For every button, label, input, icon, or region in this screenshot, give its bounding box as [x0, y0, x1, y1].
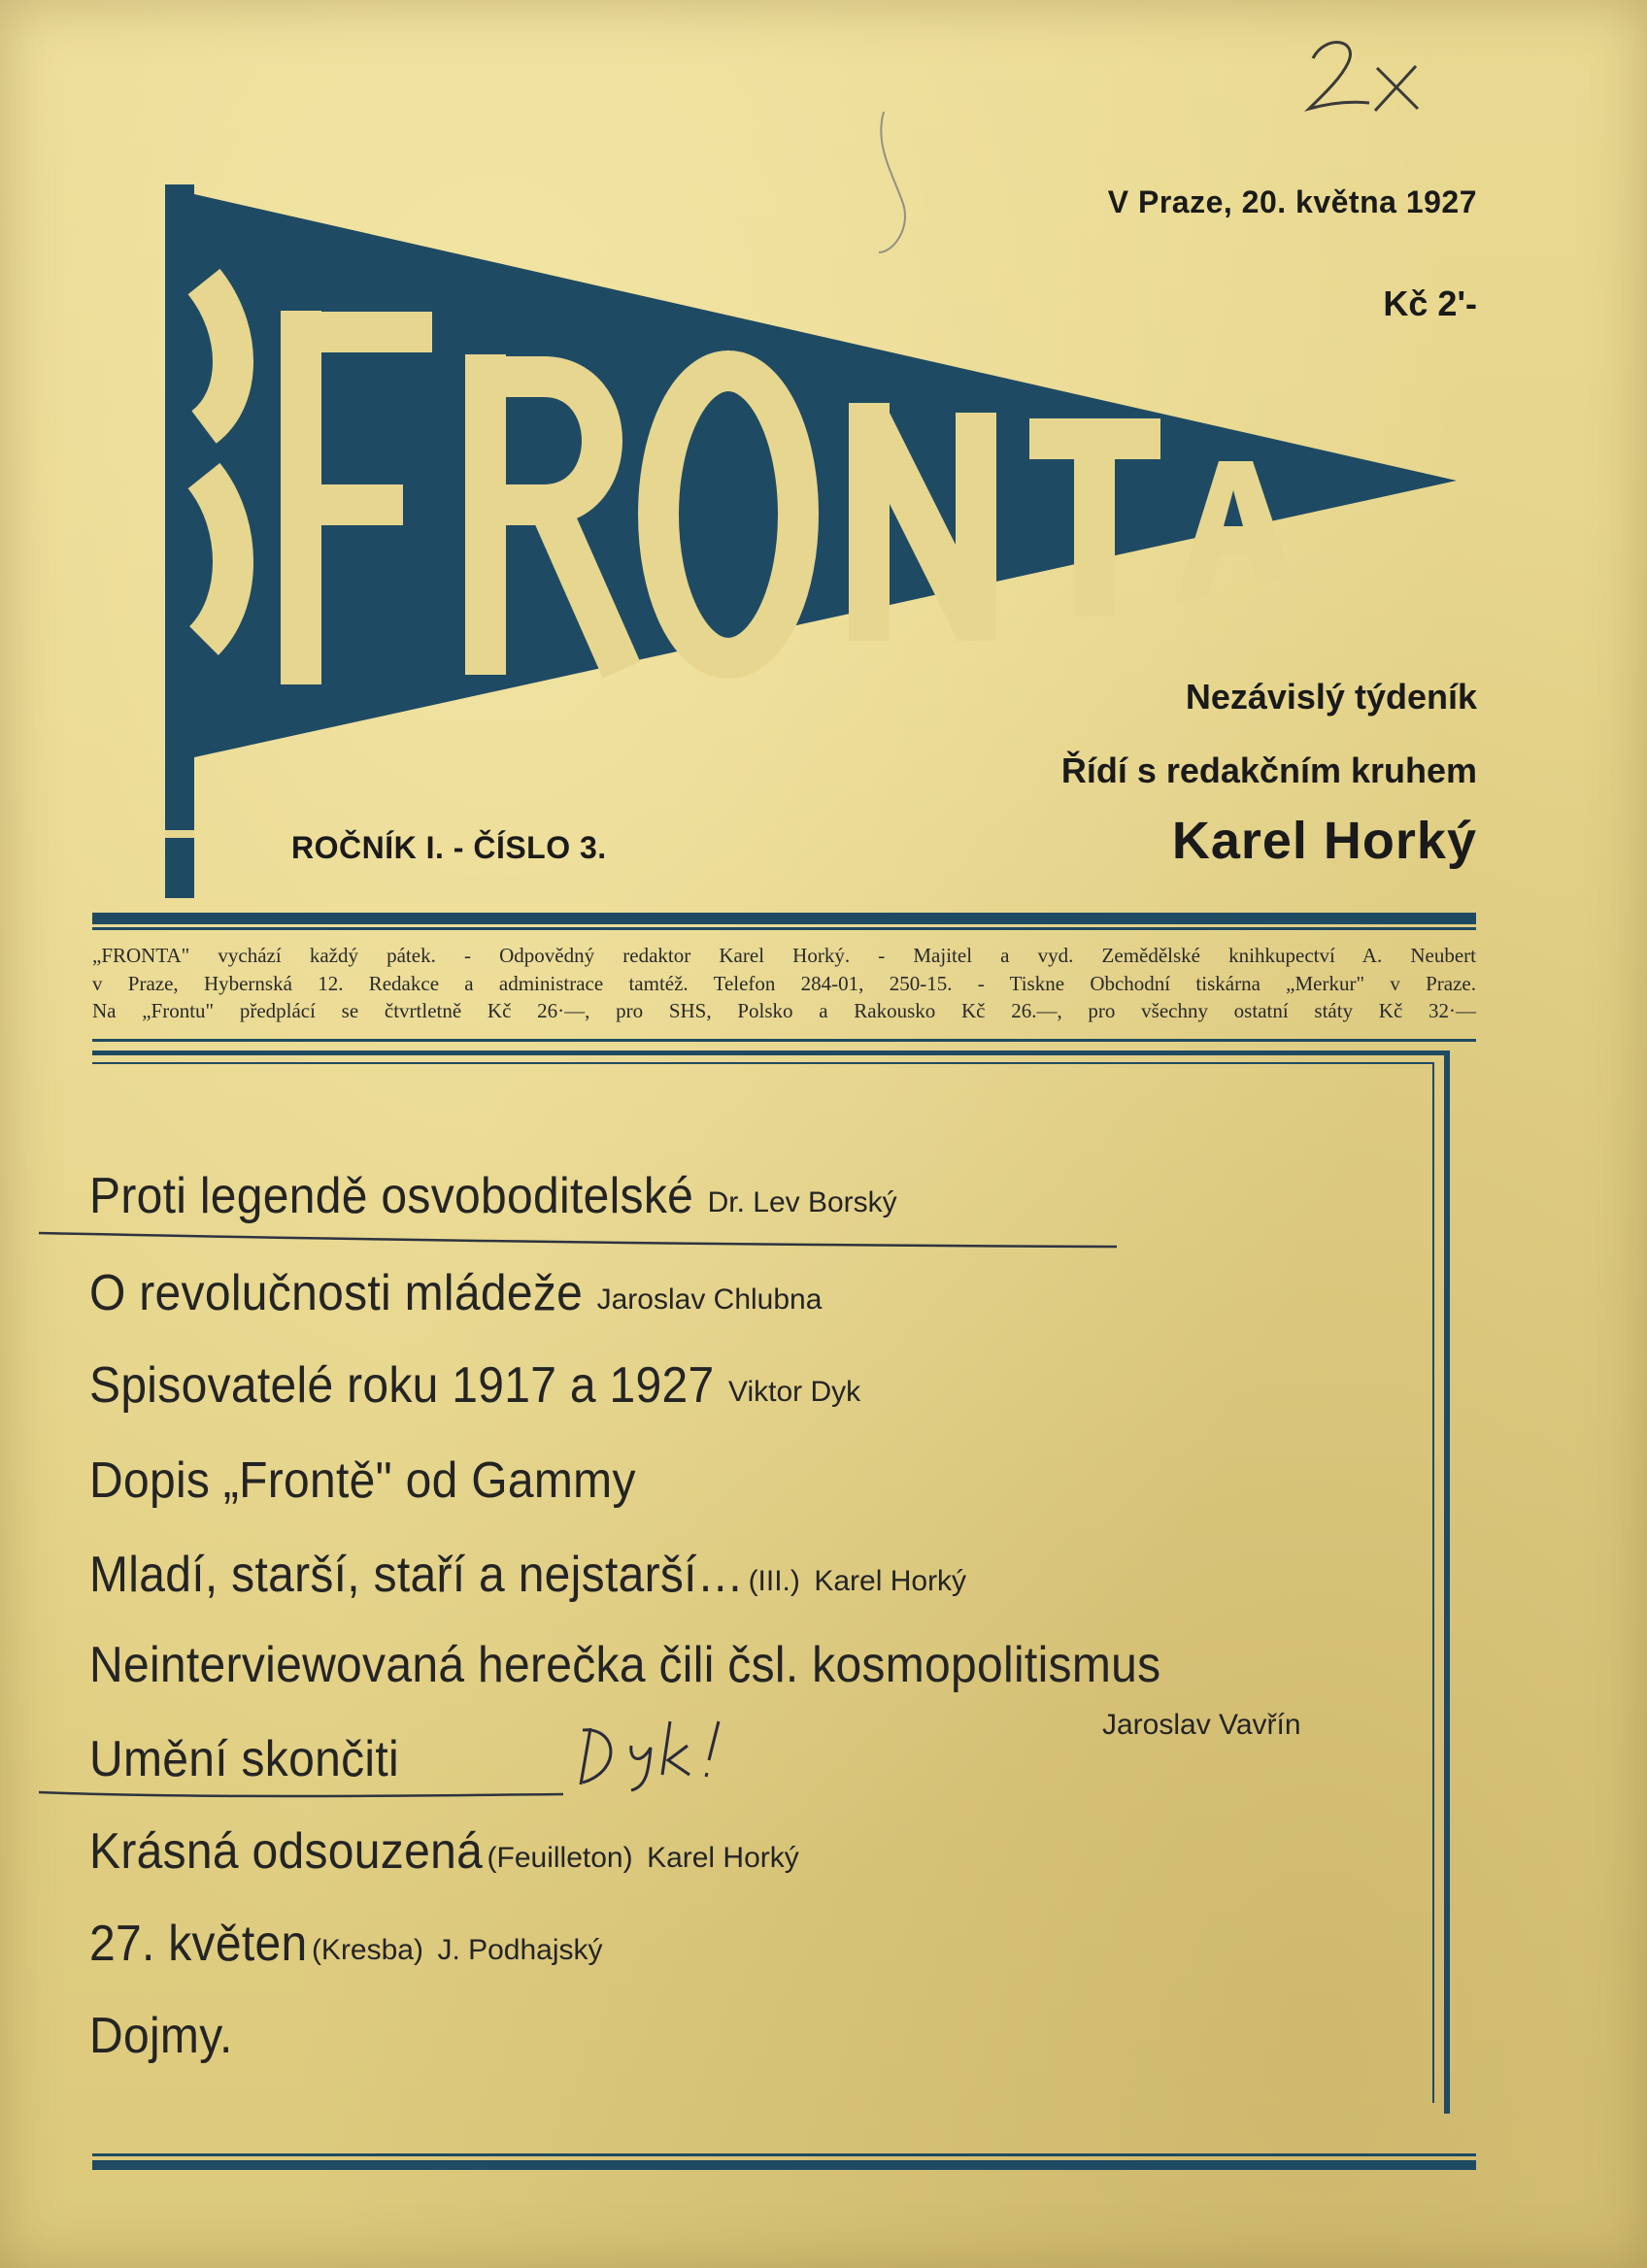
toc-item — [89, 2010, 233, 2063]
toc-title: Proti legendě osvoboditelské — [89, 1168, 694, 1225]
subtitle-editorial: Řídí s redakčním kruhem — [1060, 750, 1477, 790]
toc-item — [89, 1639, 1160, 1692]
rule-mid-thin — [92, 1039, 1476, 1042]
toc-author: Jaroslav Vavřín — [1102, 1709, 1301, 1741]
toc-item — [89, 1359, 860, 1413]
rule-top — [92, 913, 1476, 924]
toc-author: J. Podhajský — [437, 1934, 603, 1966]
volume-number: ROČNÍK I. - ČÍSLO 3. — [291, 830, 607, 865]
toc-title: Dopis „Frontě" od Gammy — [89, 1452, 636, 1510]
rule-bottom — [92, 2160, 1476, 2170]
pencil-underline — [39, 1225, 1117, 1249]
pencil-underline — [39, 1786, 563, 1804]
toc-author: Viktor Dyk — [728, 1376, 861, 1408]
editor-name: Karel Horký — [1171, 812, 1477, 870]
toc-item — [89, 1267, 822, 1320]
rule-top-thin — [92, 927, 1476, 930]
issue-price: Kč 2'- — [1383, 284, 1477, 323]
imprint-line: v Praze, Hybernská 12. Redakce a administrace tamtéž. Telefon 284-01, 250-15. - Tiskne Obchodní tiskárna „Merkur" v Praze. — [92, 971, 1476, 995]
toc-title: O revolučnosti mládeže — [89, 1265, 584, 1322]
toc-item — [89, 1549, 966, 1602]
masthead-subtitle — [1061, 660, 1477, 808]
subtitle-weekly: Nezávislý týdeník — [1185, 677, 1477, 717]
imprint-line: „FRONTA" vychází každý pátek. - Odpovědný redaktor Karel Horký. - Majitel a vyd. Zemědělské knihkupectví A. Neubert — [92, 944, 1476, 967]
toc-title: Spisovatelé roku 1917 a 1927 — [89, 1357, 715, 1415]
toc-author: Karel Horký — [647, 1842, 799, 1874]
toc-author: Dr. Lev Borský — [707, 1186, 897, 1218]
imprint-block — [92, 942, 1476, 1025]
toc-item — [89, 1454, 636, 1508]
toc-item — [89, 1733, 399, 1786]
toc-title: 27. květen — [89, 1916, 308, 1973]
toc-item — [89, 1825, 799, 1879]
toc-title: Umění skončiti — [89, 1731, 399, 1788]
issue-date: V Praze, 20. května 1927 — [1107, 184, 1477, 219]
toc-author: Jaroslav Chlubna — [596, 1284, 823, 1316]
rule-bottom-thin — [92, 2153, 1476, 2156]
toc-note: (III.) — [748, 1565, 800, 1597]
toc-item — [89, 1918, 603, 1971]
toc-title: Mladí, starší, staří a nejstarší… — [89, 1547, 745, 1604]
toc-title: Krásná odsouzená — [89, 1823, 484, 1881]
imprint-line: Na „Frontu" předplácí se čtvrtletně Kč 26·—, pro SHS, Polsko a Rakousko Kč 26.—, pro všechny ostatní státy Kč 32·— — [92, 999, 1476, 1022]
toc-item — [89, 1170, 897, 1223]
toc-title: Neinterviewovaná herečka čili čsl. kosmopolitismus — [89, 1637, 1161, 1694]
toc-title: Dojmy. — [89, 2008, 233, 2065]
toc-note: (Feuilleton) — [487, 1842, 633, 1874]
handwritten-note — [573, 1717, 738, 1794]
handwritten-corner-mark — [1301, 29, 1428, 126]
toc-note: (Kresba) — [311, 1934, 423, 1966]
toc-author: Karel Horký — [814, 1565, 967, 1597]
